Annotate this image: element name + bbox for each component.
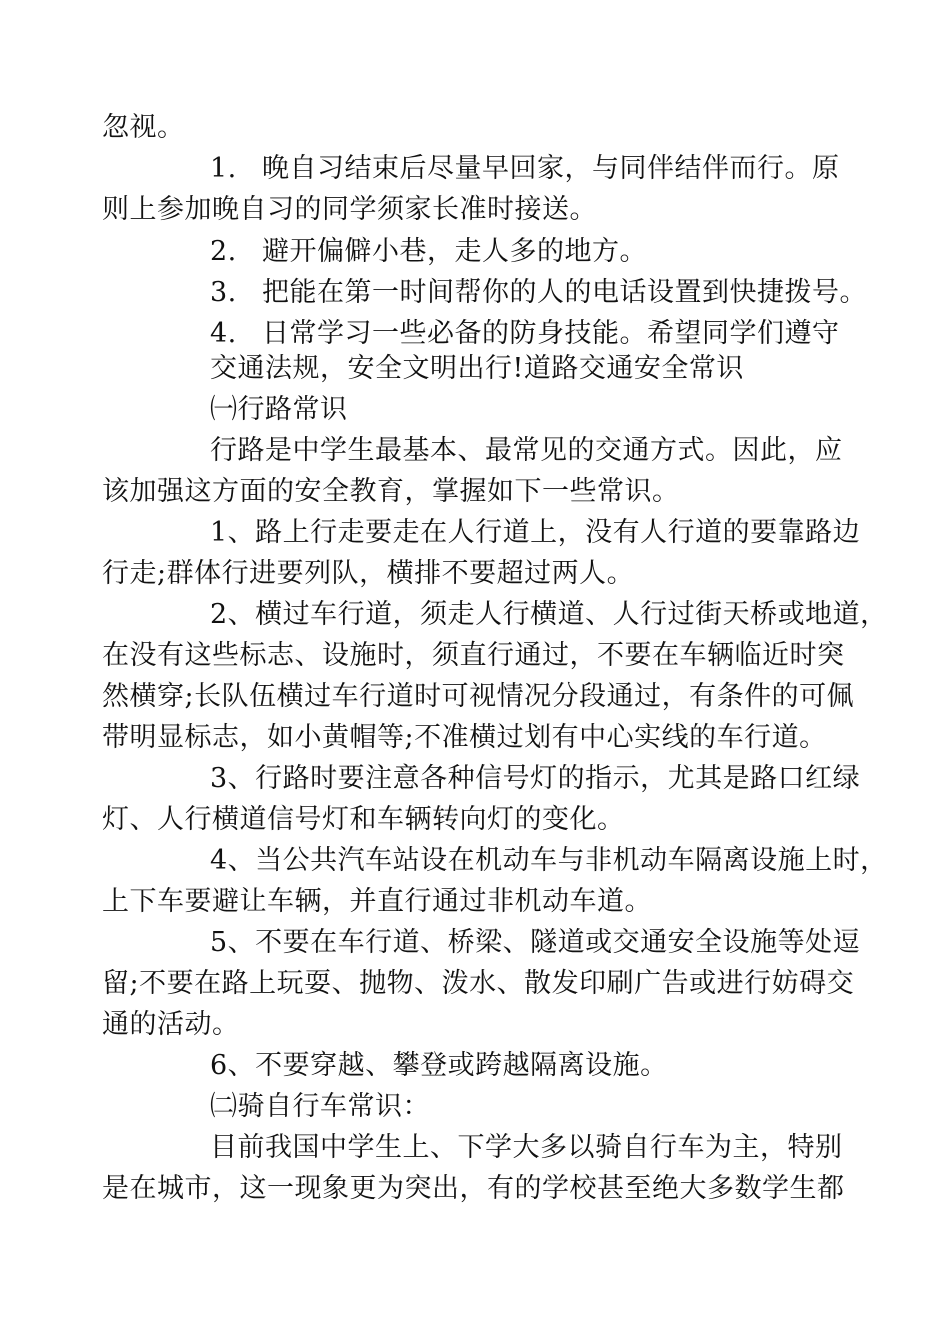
list-number: 1.	[210, 153, 237, 184]
text-line: 4、当公共汽车站设在机动车与非机动车隔离设施上时，	[210, 845, 888, 876]
text-line: 该加强这方面的安全教育，掌握如下一些常识。	[102, 476, 680, 507]
list-item: 3. 把能在第一时间帮你的人的电话设置到快捷拨号。	[210, 277, 867, 308]
list-item: 1. 晚自习结束后尽量早回家，与同伴结伴而行。原	[210, 153, 840, 184]
text-line: 目前我国中学生上、下学大多以骑自行车为主，特别	[210, 1132, 843, 1163]
text-line: 上下车要避让车辆，并直行通过非机动车道。	[102, 886, 652, 917]
text-line: 则上参加晚自习的同学须家长准时接送。	[102, 194, 597, 225]
text-line: 2、横过车行道，须走人行横道、人行过街天桥或地道，	[210, 599, 888, 630]
text-line: 6、不要穿越、攀登或跨越隔离设施。	[210, 1050, 668, 1081]
text-line: 1、路上行走要走在人行道上，没有人行道的要靠路边	[210, 517, 861, 548]
text-line: 3、行路时要注意各种信号灯的指示，尤其是路口红绿	[210, 763, 861, 794]
text-line: 然横穿;长队伍横过车行道时可视情况分段通过，有条件的可佩	[102, 681, 855, 712]
text-line: 灯、人行横道信号灯和车辆转向灯的变化。	[102, 804, 625, 835]
text-line: 忽视。	[102, 112, 185, 143]
text-line: 在没有这些标志、设施时，须直行通过，不要在车辆临近时突	[102, 640, 845, 671]
text-line: 行路是中学生最基本、最常见的交通方式。因此，应	[210, 435, 843, 466]
list-item: 4. 日常学习一些必备的防身技能。希望同学们遵守	[210, 318, 840, 349]
text-line: 带明显标志，如小黄帽等;不准横过划有中心实线的车行道。	[102, 722, 827, 753]
text-line: 行走;群体行进要列队，横排不要超过两人。	[102, 558, 635, 589]
list-number: 3.	[210, 277, 237, 308]
section-heading: ㈡骑自行车常识：	[210, 1091, 430, 1122]
text-line: 通的活动。	[102, 1009, 240, 1040]
text-line: 5、不要在车行道、桥梁、隧道或交通安全设施等处逗	[210, 927, 861, 958]
text-line: 是在城市，这一现象更为突出，有的学校甚至绝大多数学生都	[102, 1173, 845, 1204]
list-number: 4.	[210, 318, 237, 349]
list-number: 2.	[210, 236, 237, 267]
text-line: 交通法规，安全文明出行!道路交通安全常识	[210, 353, 744, 384]
list-item: 2. 避开偏僻小巷，走人多的地方。	[210, 236, 647, 267]
section-heading: ㈠行路常识	[210, 394, 348, 425]
text-line: 留;不要在路上玩耍、抛物、泼水、散发印刷广告或进行妨碍交	[102, 968, 855, 999]
